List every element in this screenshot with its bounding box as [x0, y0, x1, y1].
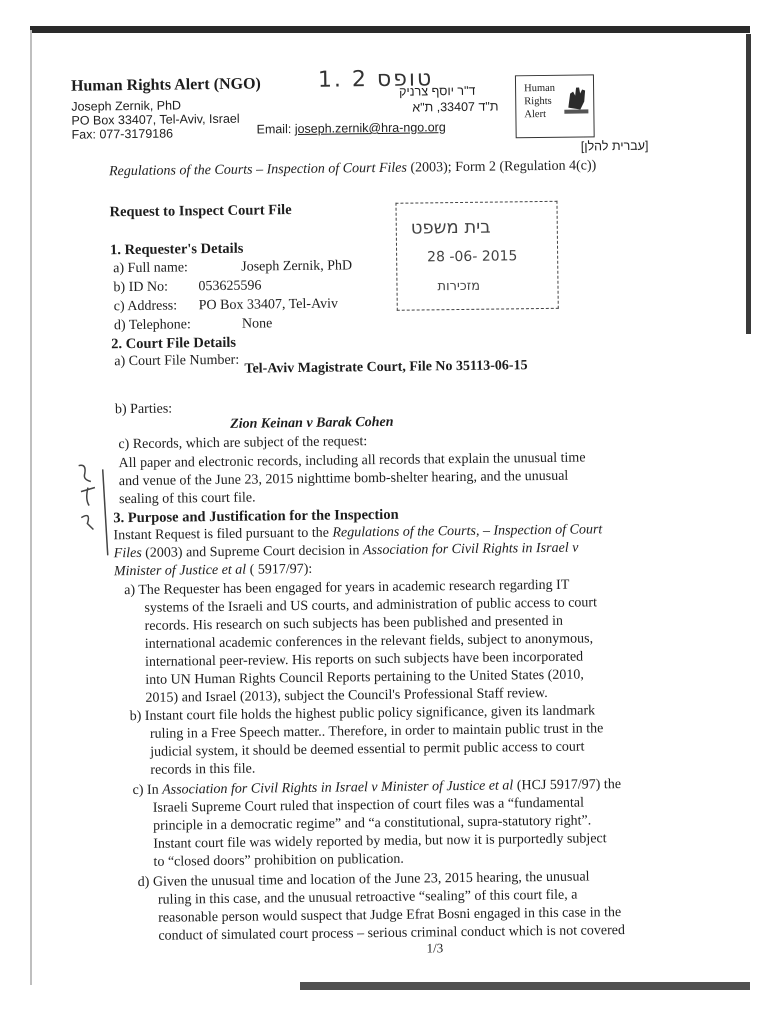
- intro-text: (2003) and Supreme Court decision in: [141, 543, 364, 561]
- address-label: c) Address:: [113, 298, 178, 315]
- handwritten-margin-mark: [73, 459, 114, 559]
- hebrew-name: ד"ר יוסף צרניק: [399, 83, 476, 99]
- item-c-text: (HCJ 5917/97) the: [513, 777, 622, 794]
- address-value: PO Box 33407, Tel-Aviv: [198, 296, 339, 314]
- section-1-heading: 1. Requester's Details: [109, 240, 244, 259]
- telephone-label: d) Telephone:: [113, 317, 191, 334]
- regulations-form: (2003); Form 2 (Regulation 4(c)): [406, 158, 597, 176]
- logo-line-alert: Alert: [524, 108, 547, 121]
- item-b-line: b) Instant court file holds the highest public policy significance, given its landmark: [129, 703, 596, 725]
- item-b-line: ruling in a Free Speech matter.. Therefore, in order to maintain public trust in the: [149, 721, 604, 742]
- request-title: Request to Inspect Court File: [109, 202, 292, 221]
- intro-regulations: Regulations of the Courts, – Inspection of Court: [332, 522, 603, 541]
- hra-logo: [515, 74, 595, 138]
- item-c-case-name: Association for Civil Rights in Israel v Minister of Justice et al: [162, 778, 514, 798]
- item-a-line: international academic conferences in the relevant fields, subject to anonymous,: [144, 631, 594, 652]
- records-line: All paper and electronic records, including all records that explain the unusual time: [118, 450, 586, 472]
- stamp-court: בית משפט: [410, 216, 491, 239]
- email-line: [256, 120, 445, 136]
- item-c-text: c) In: [132, 782, 163, 799]
- fax-number: Fax: 077-3179186: [71, 126, 174, 142]
- item-a-line: 2015) and Israel (2013), subject the Council's Professional Staff review.: [145, 685, 548, 706]
- records-label: c) Records, which are subject of the request:: [118, 434, 368, 453]
- item-d-line: ruling in this case, and the unusual retroactive “sealing” of this court file, a: [157, 887, 578, 908]
- item-d-line: reasonable person would suspect that Judge Efrat Bosni engaged in this case in the: [158, 905, 622, 926]
- intro-text: Instant Request is filed pursuant to the: [113, 525, 333, 544]
- email-label: Email:: [256, 122, 292, 137]
- item-d-line: d) Given the unusual time and location of the June 23, 2015 hearing, the unusual: [137, 869, 590, 890]
- telephone-value: None: [241, 316, 273, 332]
- item-d-line: conduct of simulated court process – serious criminal conduct which is not covered: [158, 923, 626, 944]
- item-a-line: records. His research on such subjects has been published and presented in: [144, 613, 564, 634]
- full-name-label: a) Full name:: [113, 260, 188, 277]
- logo-line-human: Human: [524, 82, 556, 95]
- parties-value: Zion Keinan v Barak Cohen: [230, 414, 394, 432]
- parties-label: b) Parties:: [114, 401, 173, 418]
- item-a-line: systems of the Israeli and US courts, and administration of public access to court: [144, 595, 598, 616]
- item-a-line: a) The Requester has been engaged for years in academic research regarding IT: [124, 577, 570, 599]
- item-a-line: international peer-review. His reports on such subjects have been incorporated: [144, 649, 584, 670]
- court-received-stamp: [395, 201, 558, 311]
- intro-files: Files: [113, 545, 142, 562]
- hebrew-address: ת"ד 33407, ת"א: [412, 99, 499, 115]
- intro-line: [114, 541, 579, 563]
- regulations-title: Regulations of the Courts – Inspection of Court Files: [108, 160, 408, 180]
- raised-hand-icon: [562, 81, 590, 115]
- full-name-value: Joseph Zernik, PhD: [241, 258, 353, 275]
- po-box: PO Box 33407, Tel-Aviv, Israel: [71, 111, 240, 128]
- section-3-heading: 3. Purpose and Justification for the Inspection: [113, 506, 399, 527]
- stamp-date: 28 -06- 2015: [427, 248, 518, 266]
- org-name: Human Rights Alert (NGO): [70, 75, 261, 95]
- handwritten-note: טופס 2 .1: [317, 66, 434, 93]
- item-b-line: records in this file.: [150, 761, 256, 778]
- file-number-value: Tel-Aviv Magistrate Court, File No 35113-06-15: [244, 358, 528, 377]
- intro-case-name: Association for Civil Rights in Israel v: [362, 540, 579, 559]
- person-name: Joseph Zernik, PhD: [71, 98, 182, 114]
- section-2-heading: 2. Court File Details: [111, 334, 237, 353]
- id-value: 053625596: [198, 278, 262, 295]
- page-number: 1/3: [426, 940, 444, 956]
- item-a-line: into UN Human Rights Council Reports pertaining to the United States (2010,: [145, 667, 584, 688]
- file-number-label: a) Court File Number:: [114, 352, 240, 370]
- intro-case-name: Minister of Justice et al: [113, 562, 247, 580]
- item-c-line: Instant court file was widely reported by media, but now it is purportedly subject: [153, 831, 607, 852]
- intro-line: [114, 562, 312, 580]
- item-c-line: to “closed doors” prohibition on publication.: [153, 851, 404, 870]
- logo-line-rights: Rights: [524, 95, 552, 108]
- stamp-office: מזכירות: [437, 278, 481, 295]
- id-label: b) ID No:: [113, 279, 169, 296]
- hebrew-follows-note: [עברית להלן]: [580, 138, 649, 154]
- item-c-line: principle in a democratic regime” and “a constitutional, supra-statutory right”.: [152, 813, 592, 834]
- email-link[interactable]: joseph.zernik@hra-ngo.org: [294, 120, 446, 137]
- records-line: sealing of this court file.: [118, 490, 256, 508]
- regulations-line: [109, 158, 596, 180]
- records-line: and venue of the June 23, 2015 nighttime bomb-shelter hearing, and the unusual: [118, 468, 569, 490]
- item-b-line: judicial system, it should be deemed essential to permit public access to court: [150, 739, 585, 760]
- item-c-line: Israeli Supreme Court ruled that inspection of court files was a “fundamental: [152, 795, 585, 816]
- intro-case-number: ( 5917/97):: [246, 561, 313, 578]
